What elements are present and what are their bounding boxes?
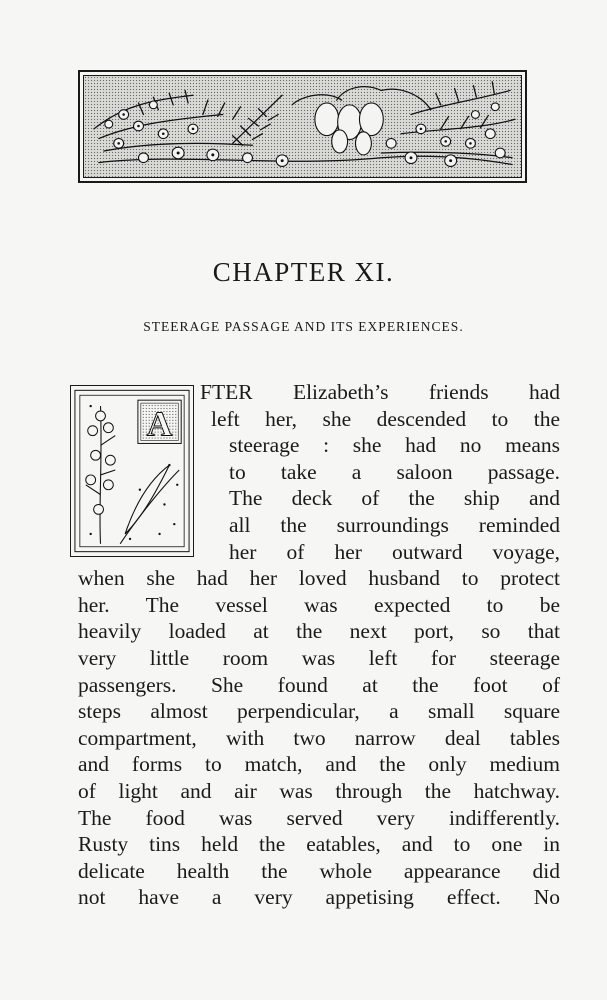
- text-line: left her, she descended to the: [211, 406, 560, 431]
- chapter-subtitle: STEERAGE PASSAGE AND ITS EXPERIENCES.: [143, 319, 464, 334]
- text-line: not have a very appetising effect. No: [78, 885, 560, 910]
- text-line: and forms to match, and the only medium: [78, 752, 560, 777]
- text-line: of light and air was through the hatchway.: [78, 778, 560, 803]
- text-line: Rusty tins held the eatables, and to one in: [78, 832, 560, 857]
- text-line: The deck of the ship and: [229, 486, 560, 511]
- text-line: heavily loaded at the next port, so that: [78, 619, 560, 644]
- floral-header-ornament: [78, 70, 527, 183]
- text-line: when she had her loved husband to protect: [78, 566, 560, 591]
- text-line: passengers. She found at the foot of: [78, 672, 560, 697]
- floral-header-ornament-panel: [83, 75, 522, 178]
- floral-illustration: [84, 76, 521, 177]
- text-line: to take a saloon passage.: [229, 459, 560, 484]
- text-line: very little room was left for steerage: [78, 645, 560, 670]
- text-line: compartment, with two narrow deal tables: [78, 725, 560, 750]
- text-line: FTER Elizabeth’s friends had: [200, 380, 560, 404]
- chapter-body-text: [78, 379, 560, 911]
- text-line: steps almost perpendicular, a small square: [78, 699, 560, 724]
- text-line: all the surroundings reminded: [229, 512, 560, 537]
- text-line: her of her outward voyage,: [229, 539, 560, 564]
- text-line: delicate health the whole appearance did: [78, 858, 560, 883]
- text-line: The food was served very indifferently.: [78, 805, 560, 830]
- chapter-title: CHAPTER XI.: [212, 257, 395, 287]
- drop-cap-letter: A: [146, 403, 173, 444]
- text-line: her. The vessel was expected to be: [78, 592, 560, 617]
- text-line: steerage : she had no means: [229, 433, 560, 458]
